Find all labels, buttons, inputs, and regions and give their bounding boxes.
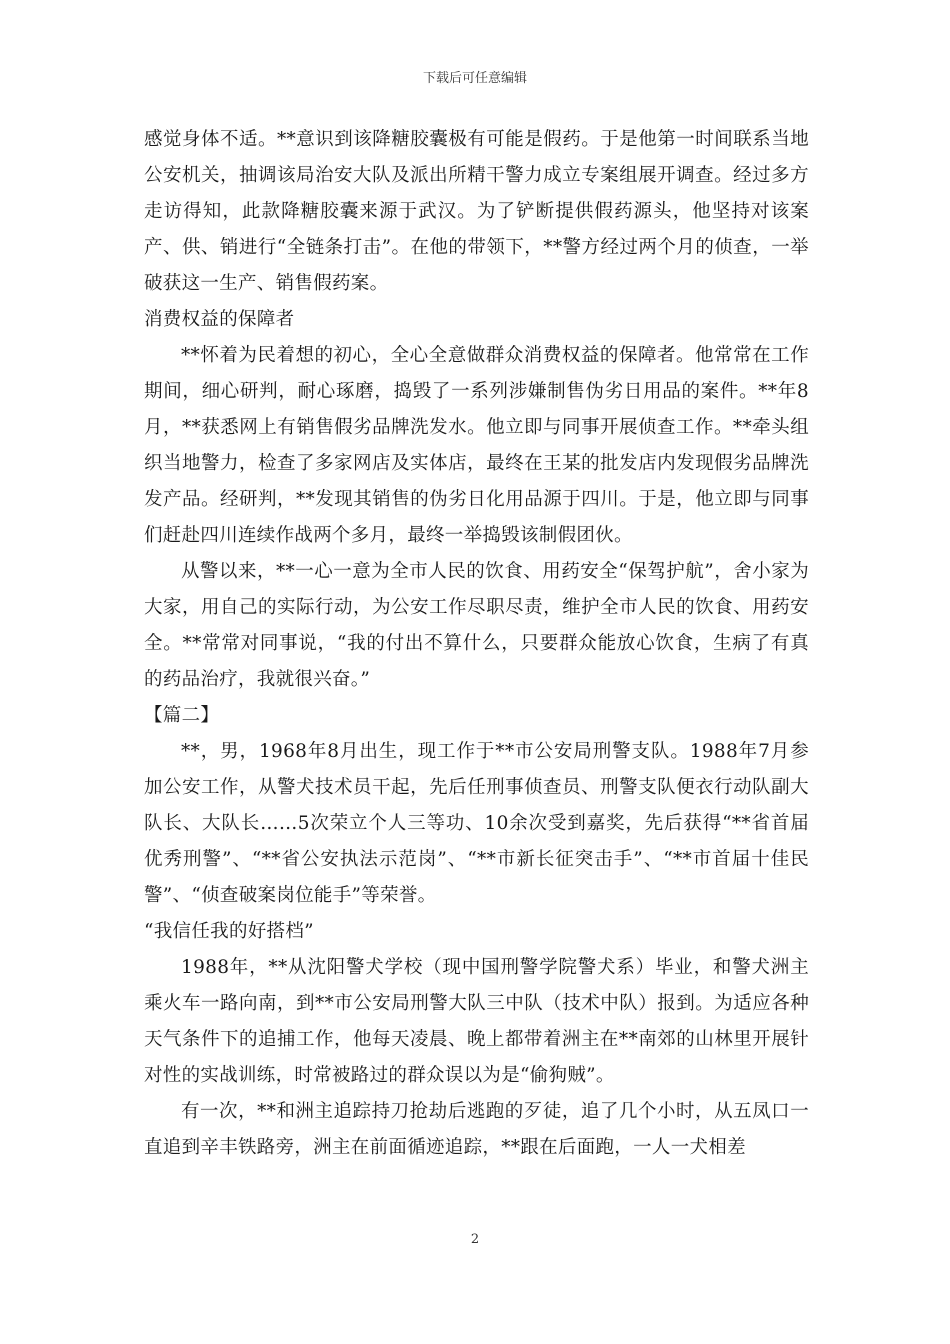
paragraph: 有一次，**和洲主追踪持刀抢劫后逃跑的歹徒，追了几个小时，从五凤口一直追到辛丰铁路旁，洲主在前面循迹追踪，**跟在后面跑，一人一犬相差 — [144, 1101, 809, 1158]
paragraph: **，男，1968年8月出生，现工作于**市公安局刑警支队。1988年7月参加公安工作，从警犬技术员干起，先后任刑事侦查员、刑警支队便衣行动队副大队长、大队长……5次荣立个人三等功、10余次受到嘉奖，先后获得“**省首届优秀刑警”、“**省公安执法示范岗”、“**市新长征突击手”、“**市首届十佳民警”、“侦查破案岗位能手”等荣誉。 — [144, 741, 809, 906]
paragraph: 1988年，**从沈阳警犬学校（现中国刑警学院警犬系）毕业，和警犬洲主乘火车一路向南，到**市公安局刑警大队三中队（技术中队）报到。为适应各种天气条件下的追捕工作，他每天凌晨、晚上都带着洲主在**南郊的山林里开展针对性的实战训练，时常被路过的群众误以为是“偷狗贼”。 — [144, 957, 809, 1086]
page-header: 下载后可任意编辑 — [422, 71, 527, 86]
document-body — [144, 122, 809, 1166]
page-number: 2 — [470, 1232, 480, 1247]
section-heading-consumer-rights: 消费权益的保障者 — [144, 309, 295, 330]
paragraph-continuation: 感觉身体不适。**意识到该降糖胶囊极有可能是假药。于是他第一时间联系当地公安机关，抽调该局治安大队及派出所精干警力成立专案组展开调查。经过多方走访得知，此款降糖胶囊来源于武汉。为了铲断提供假药源头，他坚持对该案产、供、销进行“全链条打击”。在他的带领下，**警方经过两个月的侦查，一举破获这一生产、销售假药案。 — [144, 129, 809, 294]
paragraph: 从警以来，**一心一意为全市人民的饮食、用药安全“保驾护航”，舍小家为大家，用自己的实际行动，为公安工作尽职尽责，维护全市人民的饮食、用药安全。**常常对同事说，“我的付出不算什么，只要群众能放心饮食，生病了有真的药品治疗，我就很兴奋。” — [144, 561, 809, 690]
paragraph: **怀着为民着想的初心，全心全意做群众消费权益的保障者。他常常在工作期间，细心研判，耐心琢磨，捣毁了一系列涉嫌制售伪劣日用品的案件。**年8月，**获悉网上有销售假劣品牌洗发水。他立即与同事开展侦查工作。**牵头组织当地警力，检查了多家网店及实体店，最终在王某的批发店内发现假劣品牌洗发产品。经研判，**发现其销售的伪劣日化用品源于四川。于是，他立即与同事们赶赴四川连续作战两个多月，最终一举捣毁该制假团伙。 — [144, 345, 809, 546]
section-heading-part-two: 【篇二】 — [144, 705, 220, 726]
section-heading-trusted-partner: “我信任我的好搭档” — [144, 921, 314, 942]
